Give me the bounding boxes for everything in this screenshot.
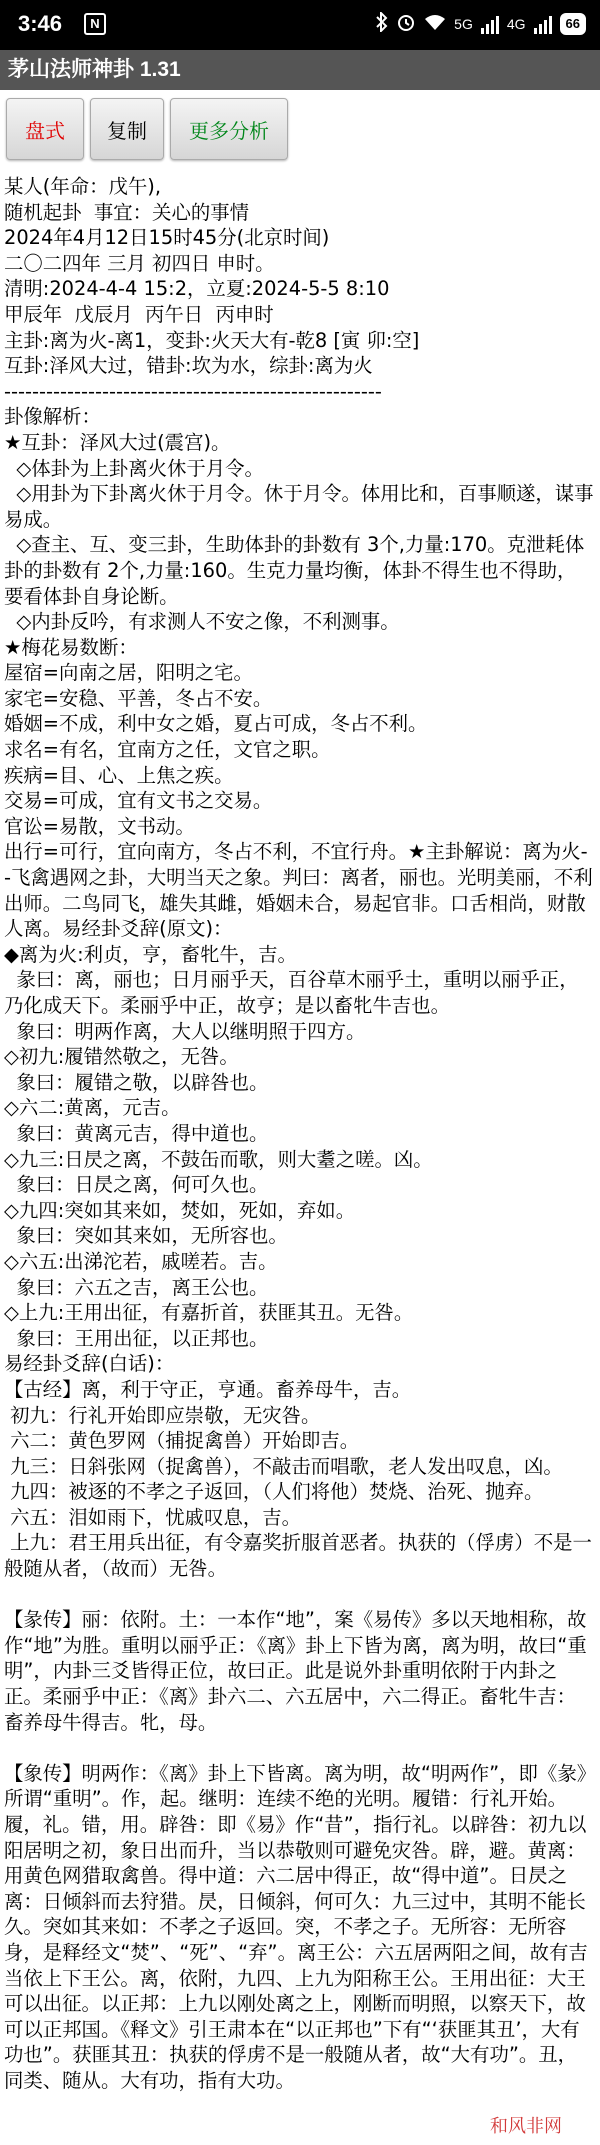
content-line: 主卦:离为火-离1，变卦:火天大有-乾8 [寅 卯:空] [4, 328, 420, 352]
content-line: 上九：君王用兵出征，有令嘉奖折服首恶者。执获的（俘虏）不是一般随从者，（故而）无咎。 [4, 1531, 592, 1581]
content-line: 屋宿=向南之居，阳明之宅。 [4, 661, 253, 685]
battery-icon: 66 [560, 13, 586, 35]
content-line: 随机起卦 事宜：关心的事情 [4, 200, 250, 224]
content-line: ◇内卦反吟，有求测人不安之像，不利测事。 [4, 610, 400, 634]
content-line: ◇九四:突如其来如，焚如，死如，弃如。 [4, 1198, 356, 1222]
panshi-button[interactable]: 盘式 [6, 98, 84, 160]
content-line [4, 1735, 594, 1761]
content-line: ◇上九:王用出征，有嘉折首，获匪其丑。无咎。 [4, 1301, 414, 1325]
content-line: ◇初九:履错然敬之，无咎。 [4, 1045, 239, 1069]
more-analysis-button[interactable]: 更多分析 [170, 98, 288, 160]
divination-result-text [0, 166, 600, 2094]
content-line: ★梅花易数断： [4, 635, 138, 659]
content-line: 六二：黄色罗网（捕捉禽兽）开始即吉。 [4, 1429, 360, 1453]
content-line [4, 1582, 594, 1608]
content-line: 家宅=安稳、平善，冬占不安。 [4, 686, 273, 710]
notification-n-icon: N [84, 13, 106, 35]
bluetooth-icon [376, 12, 388, 35]
content-line: 婚姻=不成，利中女之婚，夏占可成，冬占不利。 [4, 712, 428, 736]
signal-icon [481, 14, 499, 34]
app-title-bar [0, 50, 600, 90]
content-line: 六五：泪如雨下，忧戚叹息，吉。 [4, 1505, 302, 1529]
app-title: 茅山法师神卦 1.31 [8, 58, 181, 81]
content-line: 象曰：六五之吉，离王公也。 [4, 1275, 269, 1299]
content-line: ◇用卦为下卦离火休于月令。休于月令。体用比和，百事顺遂，谋事易成。 [4, 482, 594, 531]
status-icons [376, 12, 586, 35]
content-line: 二〇二四年 三月 初四日 申时。 [4, 251, 275, 275]
content-line: 初九：行礼开始即应崇敬，无灾咎。 [4, 1403, 321, 1427]
content-line: 官讼=易散，文书动。 [4, 814, 195, 838]
content-line: 象曰：日昃之离，何可久也。 [4, 1173, 269, 1197]
content-line: 象曰：突如其来如，无所容也。 [4, 1224, 288, 1248]
content-line: ◇六二:黄离，元吉。 [4, 1096, 181, 1120]
content-line: ◇体卦为上卦离火休于月令。 [4, 456, 264, 480]
content-line: ◇九三:日昃之离，不鼓缶而歌，则大耋之嗟。凶。 [4, 1147, 433, 1171]
content-line: 彖曰：离，丽也；日月丽乎天，百谷草木丽乎土，重明以丽乎正，乃化成天下。柔丽乎中正，故亨；是以畜牝牛吉也。 [4, 968, 579, 1017]
content-line: 【古经】离，利于守正，亨通。畜养母牛，吉。 [4, 1377, 412, 1401]
network-4g-label: 4G [506, 15, 526, 32]
content-line: 疾病=目、心、上焦之疾。 [4, 763, 234, 787]
content-line: 九四：被逐的不孝之子返回，（人们将他）焚烧、治死、抛弃。 [4, 1480, 544, 1504]
alarm-icon [396, 12, 416, 35]
content-line: 求名=有名，宜南方之任，文官之职。 [4, 738, 331, 762]
content-line: 象曰：明两作离，大人以继明照于四方。 [4, 1019, 366, 1043]
content-line: 甲辰年 戊辰月 丙午日 丙申时 [4, 302, 274, 326]
content-line: 卦像解析： [4, 405, 101, 429]
content-line: ◇六五:出涕沱若，戚嗟若。吉。 [4, 1249, 278, 1273]
watermark: 和风非网 [490, 2116, 562, 2137]
wifi-icon [424, 13, 446, 34]
content-line: 九三：日斜张网（捉禽兽），不敲击而唱歌，老人发出叹息，凶。 [4, 1454, 563, 1478]
content-line: 易经卦爻辞(白话)： [4, 1352, 175, 1376]
content-line: ------------------------------------------------------ [4, 379, 382, 403]
content-line: ◇查主、互、变三卦，生助体卦的卦数有 3个,力量:170。克泄耗体卦的卦数有 2个,力量:160。生克力量均衡，体卦不得生也不得助，要看体卦自身论断。 [4, 533, 585, 608]
content-line: 象曰：黄离元吉，得中道也。 [4, 1121, 269, 1145]
toolbar [0, 90, 600, 166]
status-bar [0, 0, 600, 50]
content-line: 【彖传】丽：依附。土：一本作“地”，案《易传》多以天地相称，故作“地”为胜。重明以丽乎正：《离》卦上下皆为离，离为明，故曰“重明”，内卦三爻皆得正位，故曰正。此是说外卦重明依附于内卦之正。柔丽乎中正：《离》卦六二、六五居中，六二得正。畜牝牛吉：畜养母牛得吉。牝，母。 [4, 1608, 587, 1734]
content-line: 象曰：王用出征，以正邦也。 [4, 1326, 269, 1350]
content-line: 象曰：履错之敬，以辟咎也。 [4, 1070, 269, 1094]
content-line: 出行=可行，宜向南方，冬占不利，不宜行舟。★主卦解说：离为火--飞禽遇网之卦，大明当天之象。判曰：离者，丽也。光明美丽，不利出师。二鸟同飞，雄失其雌，婚姻未合，易起官非。口舌相尚，财散人离。易经卦爻辞(原文)： [4, 840, 593, 941]
content-line: 【象传】明两作：《离》卦上下皆离。离为明，故“明两作”，即《彖》所谓“重明”。作，起。继明：连续不绝的光明。履错：行礼开始。履，礼。错，用。辟咎：即《易》作“昔”，指行礼。以辟咎：初九以阳居明之初，象日出而升，当以恭敬则可避免灾咎。辟，避。黄离：用黄色网猎取禽兽。得中道：六二居中得正，故“得中道”。日昃之离：日倾斜而去狩猎。昃，日倾斜，何可久：九三过中，其明不能长久。突如其来如：不孝之子返回。突，不孝之子。无所容：无所容身，是释经文“焚”、“死”、“弃”。离王公：六五居两阳之间，故有吉当依上下王公。离，依附，九四、上九为阳称王公。王用出征：大王可以出征。以正邦：上九以刚处离之上，刚断而明照，以察天下，故可以正邦国。《释文》引王肃本在“以正邦也”下有“‘获匪其丑’，大有功也”。获匪其丑：执获的俘虏不是一般随从者，故“大有功”。丑，同类、随从。大有功，指有大功。 [4, 1761, 588, 2092]
copy-button[interactable]: 复制 [90, 98, 164, 160]
content-line: 清明:2024-4-4 15:2，立夏:2024-5-5 8:10 [4, 277, 390, 301]
status-time: 3:46 [18, 11, 63, 36]
signal-icon-2 [534, 14, 552, 34]
content-line: 某人(年命：戊午), [4, 175, 162, 198]
content-line: 2024年4月12日15时45分(北京时间) [4, 226, 330, 250]
content-line: 互卦:泽风大过，错卦:坎为水，综卦:离为火 [4, 354, 373, 378]
content-line: ★互卦：泽风大过(震宫)。 [4, 430, 231, 454]
content-line: ◆离为火:利贞，亨，畜牝牛，吉。 [4, 942, 297, 966]
network-5g-label: 5G [454, 15, 473, 32]
content-line: 交易=可成，宜有文书之交易。 [4, 789, 273, 813]
